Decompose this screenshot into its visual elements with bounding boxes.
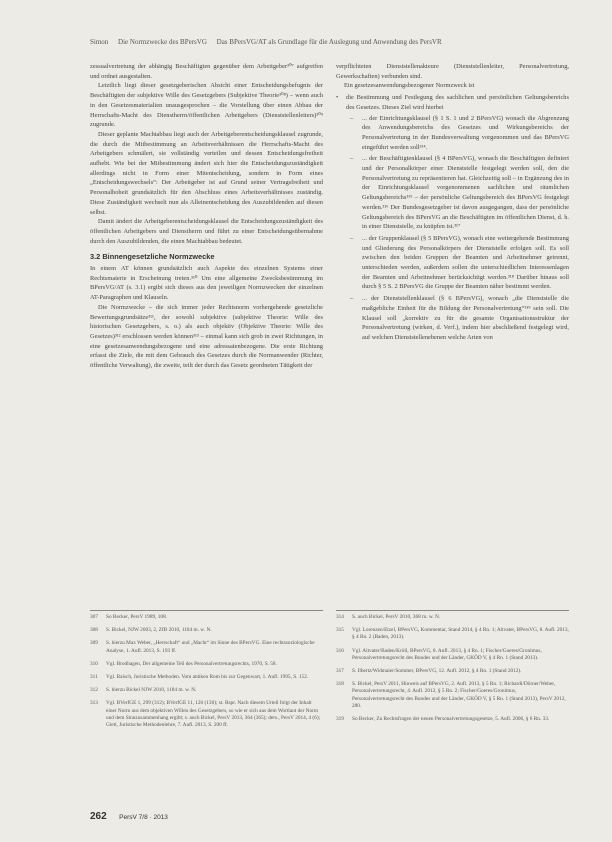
footnote — [336, 668, 569, 675]
body-paragraph: In einem AT können grundsätzlich auch Aspekte des einzelnen Systems einer Rechtsmaterie in Erscheinung treten.³¹⁰ Um eine allgemeine Zwecksbestimmung im BPersVG/AT (s. 3.1) ergibt sich dieses aus den jeweiligen Normzwecken der einzelnen AT-Paragraphen und Klauseln. — [90, 265, 323, 302]
footnote-text: Vgl. Raisch, Juristische Methoden. Vom antiken Rom bis zur Gegenwart, 1. Aufl. 1995, S. 152. — [106, 674, 309, 681]
footnote — [90, 614, 323, 621]
dash-marker: – — [350, 295, 354, 303]
footnotes-right — [336, 614, 569, 729]
footnote — [90, 700, 323, 729]
footnote-number: 307 — [90, 614, 98, 620]
sub-list-item — [350, 154, 569, 232]
dash-marker: – — [350, 234, 354, 242]
footnote-text: S. hierzu Max Weber, „Herrschaft“ und „Macht“ im Sinne des BPersVG. Eine rechtssoziologische Analyse, 1. Aufl. 2013, S. 193 ff. — [106, 640, 315, 654]
body-paragraph: zessualvertretung der abhängig Beschäftigten gegenüber dem Arbeitgeber³⁰⁷ aufgreifen und ordnet ausgestalten. — [90, 63, 323, 80]
body-paragraph: Damit ändert die Arbeitgeberentscheidungsklausel die Entscheidungszuständigkeit des öffentlichen Arbeitgebers und Dienstherrn und führt zu einer Entscheidungsübernahme durch den Auszubildenden, die einen Machtabbau bedeutet. — [90, 218, 323, 245]
footnote-number: 312 — [90, 687, 98, 694]
body-paragraph: Ein gesetzesanwendungsbezogener Normzweck ist — [344, 82, 475, 90]
footnote-number: 316 — [336, 647, 344, 654]
footnote-number: 317 — [336, 668, 344, 675]
footnote-text: S. Bickel, NJW 2003, 2, ZfB 2010, 1184 m. w. N. — [106, 627, 212, 634]
footnote-number: 319 — [336, 716, 344, 723]
footnote-divider — [90, 610, 323, 611]
sub-list-item — [350, 114, 569, 153]
footnote — [336, 627, 569, 641]
footnote — [90, 640, 323, 654]
bullet-marker: • — [336, 94, 339, 102]
footnote-text: Vgl. Altvater/Baden/Kröll, BPersVG, 8. Aufl. 2013, § 4 Rn. 1; Fischer/Goeres/Gronimus, Personalvertretungsrecht des Bundes und der Länder, GKÖD V, § 4 Rn. 1 (Stand 2013). — [352, 647, 542, 661]
body-paragraph: Letztlich liegt dieser gesetzgeberischen Absicht einer Entscheidungsbefugnis der Beschäftigten der subjektive Wille des Gesetzgebers (Subjektive Theorie³⁰⁸) – wenn auch in den Gesetzesmaterialien unausgesprochen – die Vorstellung über einen Abbau der Herrschafts-Macht des Dienstherrn/öffentlichen Arbeitgebers (Dienststellenleiters)³⁰⁹ zugrunde. — [90, 82, 323, 129]
journal-reference: PersV 7/8 · 2013 — [119, 814, 168, 821]
footnote-text: Vgl. Lorenzen/Etzel, BPersVG, Kommentar, Stand 2014, § 4 Rn. 1; Altvater, BPersVG, 8. Aufl. 2013, § 4 Rn. 2 (Baden, 2013). — [352, 627, 569, 641]
header-chapter: Die Normzwecke des BPersVG — [118, 38, 207, 46]
dash-marker: – — [350, 155, 354, 163]
sub-list-item-text: ... der Einrichtungsklausel (§ 1 S. 1 und 2 BPersVG) wonach die Abgrenzung des Anwendungsbereichs des Gesetzes und Wirkungsbereichs der Personalvertretung in der Bundesverwaltung vorgenommen und das BPersVG eingeführt werden soll³¹⁴. — [362, 114, 569, 151]
footnote-number: 310 — [90, 660, 98, 667]
dash-marker: – — [350, 114, 354, 122]
bullet-list — [336, 93, 569, 343]
footnote — [90, 674, 323, 681]
sub-list-item-text: ... der Dienststellenklausel (§ 6 BPersVG), wonach „die Dienststelle die maßgebliche Einheit für die Bildung der Personalvertretung“³¹⁹ sein soll. Die Klausel soll „korrektiv zu für die gesamte Organisationsstruktur der Personalvertretung (wirken, d. Verf.), indem hier abschließend festgelegt wird, auf welchen Dienststellenebenen welche Arten von — [362, 295, 569, 341]
header-title: Das BPersVG/AT als Grundlage für die Auslegung und Anwendung des PersVR — [216, 38, 442, 46]
footnote-text: S. auch Bickel, PersV 2010, 368 m. w. N. — [352, 614, 441, 620]
footnote-text: So Becker, PersV 1989, 108. — [106, 614, 168, 620]
page-number: 262 — [90, 811, 107, 822]
footnote — [336, 716, 569, 723]
right-column — [336, 62, 569, 345]
section-heading: 3.2 Binnengesetzliche Normzwecke — [90, 252, 215, 262]
footnote-number: 315 — [336, 627, 344, 634]
footnote-divider — [336, 610, 569, 611]
sub-list-item-text: ... der Gruppenklausel (§ 5 BPersVG), wonach eine weitergehende Bestimmung und Gliederung des Personalkörpers der Dienststelle erfolgen soll. Es soll zwischen den beiden Gruppen der Beamten und Arbeitnehmer getrennt, unterschieden werden, außerdem sollen die unterschiedlichen Interessenlagen der Beamten und Arbeitnehmer berücksichtigt werden.³¹⁸ Darüber hinaus soll durch § 5 S. 2 BPersVG die Gruppe der Beamten näher bestimmt werden. — [362, 234, 569, 291]
sub-list-item-text: ... der Beschäftigtenklausel (§ 4 BPersVG), wonach die Beschäftigten definiert und der Personalkörper einer Dienststelle festgelegt werden soll, den die Personalvertretung zu repräsentieren hat. Gleichzeitig soll – in Ergänzung des in der Einrichtungsklausel vorgenommenen sachlichen und räumlichen Geltungsbereichs³¹⁵ – der persönliche Geltungsbereich des BPersVG festgelegt werden.³¹⁶ Der Bundesgesetzgeber ist davon ausgegangen, dass der persönliche Geltungsbereich des BPersVG an die Beschäftigten im öffentlichen Dienst, d. h. in einer Dienststelle, zu knüpfen ist.³¹⁷ — [362, 155, 569, 231]
footnote-text: So Becker, Zu Rechtsfragen der neuen Personalvertretungsgesetze, 5. Aufl. 2006, § 6 Rn. 33. — [352, 716, 550, 723]
list-item-text: die Bestimmung und Festlegung des sachlichen und persönlichen Geltungsbereichs des Gesetzes. Dieses Ziel wird hierbei — [346, 94, 569, 111]
footnote-text: S. Bickel, PersV 2011, Hinweis auf BPersVG, 2. Aufl. 2013, § 5 Rn. 1; Richardi/Dörner/Weber, Personalvertretungsrecht, 4. Aufl. 2012, § 5 Rn. 2; Fischer/Goeres/Gronimus, Personalvertretungsrecht des Bundes und der Länder, GKÖD V, § 5 Rn. 1 (Stand 2013), PersV 2012, 280. — [352, 681, 566, 709]
page-footer — [90, 806, 168, 824]
footnote — [90, 661, 323, 668]
footnote — [336, 648, 569, 662]
footnote-number: 308 — [90, 627, 98, 634]
footnote — [90, 627, 323, 634]
list-item — [336, 93, 569, 343]
footnote — [336, 614, 569, 621]
footnote — [336, 681, 569, 710]
left-column — [90, 62, 323, 371]
body-paragraph: Dieser geplante Machtabbau liegt auch der Arbeitgeberentscheidungsklausel zugrunde, die durch die Mitbestimmung an Arbeitsverhältnissen die Herrschafts-Macht des Arbeitgebers schmälert, sie vollständig verteilen und dessen Entscheidungsfreiheit aufhebt. Wie bei der Mitbestimmung ändert sich hier die Entscheidungszuständigkeit allerdings nicht in Form einer Mitentscheidung, sondern in Form eines „Entscheidungswechsels“: Der Arbeitgeber ist auf Grund seiner Vertragsfreiheit und Personalhoheit grundsätzlich für den Abschluss eines Arbeitsverhältnisses zuständig. Diese Zuständigkeit wechselt nun als Alleinentscheidung des Auszubildenden auf diesen selbst. — [90, 130, 323, 216]
header-author: Simon — [90, 38, 109, 46]
sub-list-item — [350, 234, 569, 292]
body-paragraph: Die Normzwecke – die sich immer jeder Rechtsnorm vorhergehende gesetzliche Bewertungsgrundsätze³¹¹, der sowohl subjektive (subjektive Theorie: Wille des historischen Gesetzgebers, s. o.) als auch objektiv (Objektive Theorie: Wille des Gesetzes)³¹² erschlossen werden können³¹³ – einmal kann sich grob in zwei Richtungen, in eine gesetzesanwendungsbezogene und eine adressatenbezogene. Die erste Richtung erfasst die Ziele, die mit dem Gebrauch des Gesetzes durch die Normanwender (Richter, öffentliche Verwaltung), die zweite, teilt der durch das Gesetz geordneten Tätigkeit der — [90, 303, 323, 370]
footnote-number: 314 — [336, 614, 344, 620]
footnotes-left — [90, 614, 323, 735]
body-paragraph: verpflichteten Dienststellenakteure (Dienststellenleiter, Personalvertretung, Gewerkschaften) verbunden sind. — [336, 63, 569, 80]
footnote-text: Vgl. Brodhagen, Der allgemeine Teil des Personalvertretungsrechts, 1970, S. 58. — [106, 660, 277, 667]
footnote-number: 318 — [336, 681, 344, 688]
footnote-text: S. hierzu Bickel NJW 2010, 1184 m. w. N. — [106, 687, 197, 694]
footnote-text: S. Ilbertz/Widmaier/Sommer, BPersVG, 12. Aufl. 2012, § 4 Rn. 1 (Stand 2012). — [352, 668, 522, 675]
running-header — [90, 38, 580, 46]
footnote-text: Vgl. BVerfGE 1, 299 (312); BVerfGE 11, 126 (130); st. Rspr. Nach diesem Urteil folgt der Inhalt einer Norm aus dem objektiven Willen des Gesetzgebers, so wie er sich aus dem Wortlaut der Norm und dem Sinnzusammenhang ergibt; s. auch Bickel, PersV 2013, 364 (365); ders., PersV 2014, 4 (6); Gietl, Juristische Methodenlehre, 7. Aufl. 2013, S. 200 ff. — [106, 700, 321, 729]
footnote-number: 313 — [90, 700, 98, 707]
footnote-number: 311 — [90, 674, 98, 681]
sub-list — [350, 114, 569, 343]
sub-list-item — [350, 294, 569, 343]
footnote-number: 309 — [90, 640, 98, 647]
footnote — [90, 687, 323, 694]
